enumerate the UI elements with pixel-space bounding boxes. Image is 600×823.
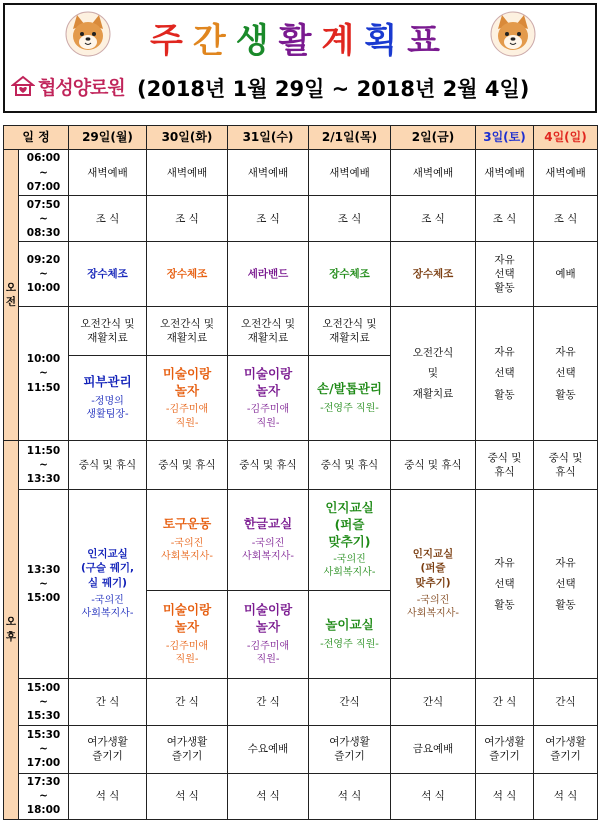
schedule-cell xyxy=(391,306,476,441)
activity-title: 미술이랑 xyxy=(243,602,293,618)
instructor-line: -김주미애 xyxy=(246,404,290,416)
cell-line: 여가생활 xyxy=(87,735,128,748)
time-end: 18:00 xyxy=(26,804,61,817)
schedule-cell xyxy=(69,489,147,679)
table-row xyxy=(4,773,598,819)
cell-line: 즐기기 xyxy=(550,750,581,763)
cell-line: 휴식 xyxy=(555,465,576,478)
time-sep: ~ xyxy=(39,743,48,756)
schedule-cell: 조 식 xyxy=(309,196,391,242)
instructor-line: 사회복지사- xyxy=(81,608,134,620)
time-end: 13:30 xyxy=(26,473,61,485)
schedule-cell xyxy=(147,306,228,441)
schedule-cell xyxy=(309,306,391,441)
activity-instructor xyxy=(70,594,145,621)
instructor-line: -김주미애 xyxy=(246,640,290,652)
cell-line: 선택 xyxy=(494,268,515,281)
schedule-cell: 수요예배 xyxy=(228,725,309,773)
house-heart-icon xyxy=(11,74,35,98)
schedule-cell: 중식 및 휴식 xyxy=(69,441,147,489)
instructor-line: 직원- xyxy=(256,654,280,666)
schedule-cell: 간 식 xyxy=(69,679,147,725)
cell-line: 중식 및 xyxy=(487,451,522,464)
time-end: 07:00 xyxy=(26,180,61,193)
time-sep: ~ xyxy=(39,166,48,179)
time-start: 15:00 xyxy=(26,681,61,694)
schedule-cell: 석 식 xyxy=(534,773,598,819)
time-start: 13:30 xyxy=(26,563,61,576)
header-day-tue: 30일(화) xyxy=(147,126,228,150)
cell-bottom xyxy=(147,355,227,440)
time-cell xyxy=(19,441,69,489)
schedule-cell: 석 식 xyxy=(228,773,309,819)
schedule-cell xyxy=(228,306,309,441)
cell-top xyxy=(147,490,227,590)
title-char-3: 생 xyxy=(235,21,279,61)
schedule-cell xyxy=(147,725,228,773)
header-period: 일 정 xyxy=(4,126,69,150)
activity-instructor xyxy=(86,395,128,422)
activity-title: 실 꿰기) xyxy=(88,576,127,589)
time-end: 10:00 xyxy=(26,282,61,295)
schedule-cell xyxy=(391,489,476,679)
schedule-cell: 간식 xyxy=(309,679,391,725)
cell-line: 활동 xyxy=(555,388,576,401)
cell-top xyxy=(69,307,146,355)
instructor-line: 직원- xyxy=(175,654,199,666)
cell-line: 선택 xyxy=(555,367,576,380)
schedule-cell xyxy=(147,489,228,679)
cell-line: 자유 xyxy=(555,346,576,359)
period-pm xyxy=(4,441,19,820)
schedule-cell: 간식 xyxy=(534,679,598,725)
cell-line: 오전간식 및 xyxy=(322,317,377,330)
cell-bottom xyxy=(69,355,146,440)
time-cell xyxy=(19,679,69,725)
schedule-cell: 석 식 xyxy=(147,773,228,819)
cell-line: 오전간식 및 xyxy=(80,317,135,330)
title-char-7: 표 xyxy=(407,21,450,61)
time-sep: ~ xyxy=(39,268,48,281)
header-day-sun: 4일(일) xyxy=(534,126,598,150)
schedule-cell xyxy=(534,306,598,441)
activity-title: 놀자 xyxy=(255,618,281,634)
instructor-line: 사회복지사- xyxy=(323,567,376,579)
schedule-cell xyxy=(534,725,598,773)
header-row xyxy=(4,126,598,150)
schedule-cell: 조 식 xyxy=(476,196,534,242)
cell-line: 중식 및 xyxy=(548,451,583,464)
cell-line: 자유 xyxy=(494,253,515,266)
activity-instructor xyxy=(247,640,289,667)
time-sep: ~ xyxy=(39,212,48,225)
activity-title: 미술이랑 xyxy=(162,602,212,618)
instructor-line: -김주미애 xyxy=(165,404,209,416)
instructor-line: -국의진 xyxy=(416,594,450,606)
schedule-cell: 중식 및 휴식 xyxy=(309,441,391,489)
cell-line: 활동 xyxy=(494,388,515,401)
time-sep: ~ xyxy=(39,458,48,471)
header-day-fri: 2일(금) xyxy=(391,126,476,150)
time-start: 09:20 xyxy=(26,253,61,266)
activity-instructor xyxy=(161,537,213,564)
activity-title: 인지교실 xyxy=(412,548,454,561)
title-char-2: 간 xyxy=(192,21,236,61)
activity-instructor xyxy=(324,553,376,580)
time-cell xyxy=(19,242,69,306)
cell-bottom xyxy=(147,590,227,678)
time-end: 08:30 xyxy=(26,226,61,239)
activity-title: (퍼즐 xyxy=(420,562,446,575)
instructor-line: -정명의 xyxy=(91,395,124,407)
time-end: 15:30 xyxy=(26,710,61,722)
period-am-char: 오 xyxy=(5,281,17,294)
activity-title: (퍼즐 xyxy=(334,516,365,532)
schedule-cell xyxy=(476,242,534,306)
cell-line: 즐기기 xyxy=(171,750,203,763)
time-sep: ~ xyxy=(39,367,48,380)
org-name: 협성양로원 xyxy=(38,76,125,99)
schedule-cell: 새벽예배 xyxy=(147,150,228,196)
cell-line: 재활치료 xyxy=(166,332,208,345)
cell-line: 재활치료 xyxy=(329,332,370,345)
activity-instructor: -전영주 직원- xyxy=(320,402,379,414)
time-cell xyxy=(19,306,69,441)
schedule-cell xyxy=(69,725,147,773)
time-sep: ~ xyxy=(39,577,48,590)
cell-bottom xyxy=(309,590,390,678)
schedule-cell: 금요예배 xyxy=(391,725,476,773)
cell-line: 여가생활 xyxy=(545,735,586,748)
schedule-cell: 석 식 xyxy=(476,773,534,819)
schedule-cell: 석 식 xyxy=(69,773,147,819)
schedule-cell: 세라밴드 xyxy=(228,242,309,306)
schedule-cell: 새벽예배 xyxy=(228,150,309,196)
time-cell xyxy=(19,489,69,679)
schedule-cell xyxy=(476,725,534,773)
cell-line: 휴식 xyxy=(494,465,515,478)
schedule-cell: 장수체조 xyxy=(69,242,147,306)
period-pm-char: 오 xyxy=(5,616,17,629)
activity-title: 손/발톱관리 xyxy=(317,380,382,396)
time-sep: ~ xyxy=(39,695,48,708)
cell-line: 선택 xyxy=(494,577,515,590)
time-start: 17:30 xyxy=(26,776,61,789)
schedule-cell: 중식 및 휴식 xyxy=(228,441,309,489)
schedule-cell: 새벽예배 xyxy=(534,150,598,196)
schedule-cell: 예배 xyxy=(534,242,598,306)
title-box xyxy=(3,3,597,113)
schedule-cell: 장수체조 xyxy=(391,242,476,306)
schedule-cell: 석 식 xyxy=(309,773,391,819)
activity-instructor xyxy=(166,403,208,430)
activity-title: 피부관리 xyxy=(83,374,132,390)
instructor-line: 생활팀장- xyxy=(86,409,129,421)
cell-bottom xyxy=(228,590,308,678)
cell-top xyxy=(228,307,308,355)
activity-title: 맞추기) xyxy=(415,576,451,589)
schedule-cell: 조 식 xyxy=(228,196,309,242)
cell-top xyxy=(228,490,308,590)
cell-line: 자유 xyxy=(494,556,515,569)
time-end: 17:00 xyxy=(26,757,61,770)
cell-line: 즐기기 xyxy=(489,750,520,763)
cell-line: 즐기기 xyxy=(92,750,123,763)
table-row xyxy=(4,196,598,242)
activity-title: 인지교실 xyxy=(87,548,128,561)
cell-line: 여가생활 xyxy=(329,735,370,748)
schedule-cell: 장수체조 xyxy=(309,242,391,306)
cell-line: 오전간식 및 xyxy=(240,317,296,330)
schedule-cell: 석 식 xyxy=(391,773,476,819)
cell-line: 오전간식 및 xyxy=(159,317,215,330)
cell-line: 활동 xyxy=(494,282,515,295)
schedule-cell xyxy=(228,489,309,679)
activity-title: 놀자 xyxy=(174,382,200,398)
activity-title: 미술이랑 xyxy=(243,365,293,381)
table-row xyxy=(4,306,598,441)
schedule-cell: 새벽예배 xyxy=(309,150,391,196)
time-start: 06:00 xyxy=(26,152,61,165)
activity-title: (구슬 꿰기, xyxy=(80,562,134,575)
schedule-cell xyxy=(534,441,598,489)
schedule-cell: 새벽예배 xyxy=(476,150,534,196)
schedule-cell: 간 식 xyxy=(476,679,534,725)
activity-title: 놀이교실 xyxy=(325,617,374,633)
time-end: 11:50 xyxy=(26,381,61,394)
title-char-6: 획 xyxy=(364,21,408,61)
time-cell xyxy=(19,196,69,242)
instructor-line: 사회복지사- xyxy=(407,608,459,620)
cell-bottom xyxy=(309,355,390,440)
schedule-cell: 간식 xyxy=(391,679,476,725)
activity-instructor xyxy=(392,594,474,621)
cell-line: 재활치료 xyxy=(412,387,454,400)
schedule-cell xyxy=(476,441,534,489)
time-cell xyxy=(19,773,69,819)
cell-line: 및 xyxy=(427,367,439,380)
shiba-dog-icon xyxy=(490,11,536,57)
instructor-line: -국의진 xyxy=(91,594,124,606)
cell-line: 선택 xyxy=(555,577,576,590)
activity-title: 놀자 xyxy=(174,618,200,634)
schedule-cell: 간 식 xyxy=(228,679,309,725)
cell-top xyxy=(147,307,227,355)
instructor-line: 직원- xyxy=(256,417,280,429)
header-day-mon: 29일(월) xyxy=(69,126,147,150)
instructor-line: -국의진 xyxy=(333,553,366,565)
schedule-cell: 조 식 xyxy=(147,196,228,242)
instructor-line: 사회복지사- xyxy=(161,551,213,563)
cell-line: 오전간식 xyxy=(412,347,454,360)
period-am-char: 전 xyxy=(5,296,17,309)
title-char-5: 계 xyxy=(321,21,365,61)
instructor-line: -국의진 xyxy=(251,537,285,549)
cell-top xyxy=(309,490,390,590)
schedule-cell xyxy=(476,306,534,441)
org-logo xyxy=(11,71,125,101)
activity-title: 놀자 xyxy=(255,382,281,398)
activity-title: 인지교실 xyxy=(325,500,374,516)
period-pm-char: 후 xyxy=(5,631,17,644)
weekly-schedule-table xyxy=(3,125,598,820)
table-row xyxy=(4,242,598,306)
period-am xyxy=(4,150,19,441)
time-start: 07:50 xyxy=(26,198,61,211)
instructor-line: 직원- xyxy=(175,417,199,429)
instructor-line: 사회복지사- xyxy=(242,551,294,563)
activity-instructor xyxy=(166,640,208,667)
cell-line: 재활치료 xyxy=(87,332,128,345)
schedule-cell: 조 식 xyxy=(69,196,147,242)
cell-line: 재활치료 xyxy=(247,332,289,345)
schedule-cell: 간 식 xyxy=(147,679,228,725)
activity-instructor: -전영주 직원- xyxy=(320,639,379,651)
cell-line: 자유 xyxy=(494,346,515,359)
schedule-cell: 새벽예배 xyxy=(69,150,147,196)
schedule-cell: 중식 및 휴식 xyxy=(147,441,228,489)
schedule-cell: 장수체조 xyxy=(147,242,228,306)
schedule-cell xyxy=(69,306,147,441)
table-row xyxy=(4,441,598,489)
date-range: (2018년 1월 29일 ~ 2018년 2월 4일) xyxy=(137,77,530,101)
schedule-cell xyxy=(309,489,391,679)
schedule-cell: 조 식 xyxy=(534,196,598,242)
header-day-wed: 31일(수) xyxy=(228,126,309,150)
schedule-cell: 조 식 xyxy=(391,196,476,242)
schedule-cell xyxy=(476,489,534,679)
title-char-4: 활 xyxy=(278,21,322,61)
table-row xyxy=(4,489,598,679)
time-cell xyxy=(19,150,69,196)
cell-line: 활동 xyxy=(555,599,576,611)
activity-title: 한글교실 xyxy=(243,515,293,531)
header-day-sat: 3일(토) xyxy=(476,126,534,150)
activity-instructor xyxy=(242,537,294,564)
time-cell xyxy=(19,725,69,773)
cell-top xyxy=(309,307,390,355)
instructor-line: -김주미애 xyxy=(165,640,209,652)
time-start: 10:00 xyxy=(26,353,61,366)
cell-line: 활동 xyxy=(494,599,515,611)
schedule-cell xyxy=(534,489,598,679)
table-row xyxy=(4,679,598,725)
cell-bottom xyxy=(228,355,308,440)
schedule-cell: 중식 및 휴식 xyxy=(391,441,476,489)
time-start: 15:30 xyxy=(26,728,61,741)
time-start: 11:50 xyxy=(26,444,61,457)
table-row xyxy=(4,725,598,773)
activity-instructor xyxy=(247,403,289,430)
activity-title: 미술이랑 xyxy=(162,365,212,381)
cell-line: 선택 xyxy=(494,367,515,380)
cell-line: 즐기기 xyxy=(334,750,365,763)
activity-title: 맞추기) xyxy=(328,533,371,549)
activity-title: 토구운동 xyxy=(162,515,212,531)
title-char-1: 주 xyxy=(149,21,193,61)
cell-line: 여가생활 xyxy=(484,735,525,748)
cell-line: 여가생활 xyxy=(166,735,208,748)
schedule-cell xyxy=(309,725,391,773)
time-sep: ~ xyxy=(39,790,48,803)
table-row xyxy=(4,150,598,196)
schedule-cell: 새벽예배 xyxy=(391,150,476,196)
cell-line: 자유 xyxy=(555,556,576,569)
header-day-thu: 2/1일(목) xyxy=(309,126,391,150)
instructor-line: -국의진 xyxy=(170,537,204,549)
time-end: 15:00 xyxy=(26,592,61,604)
